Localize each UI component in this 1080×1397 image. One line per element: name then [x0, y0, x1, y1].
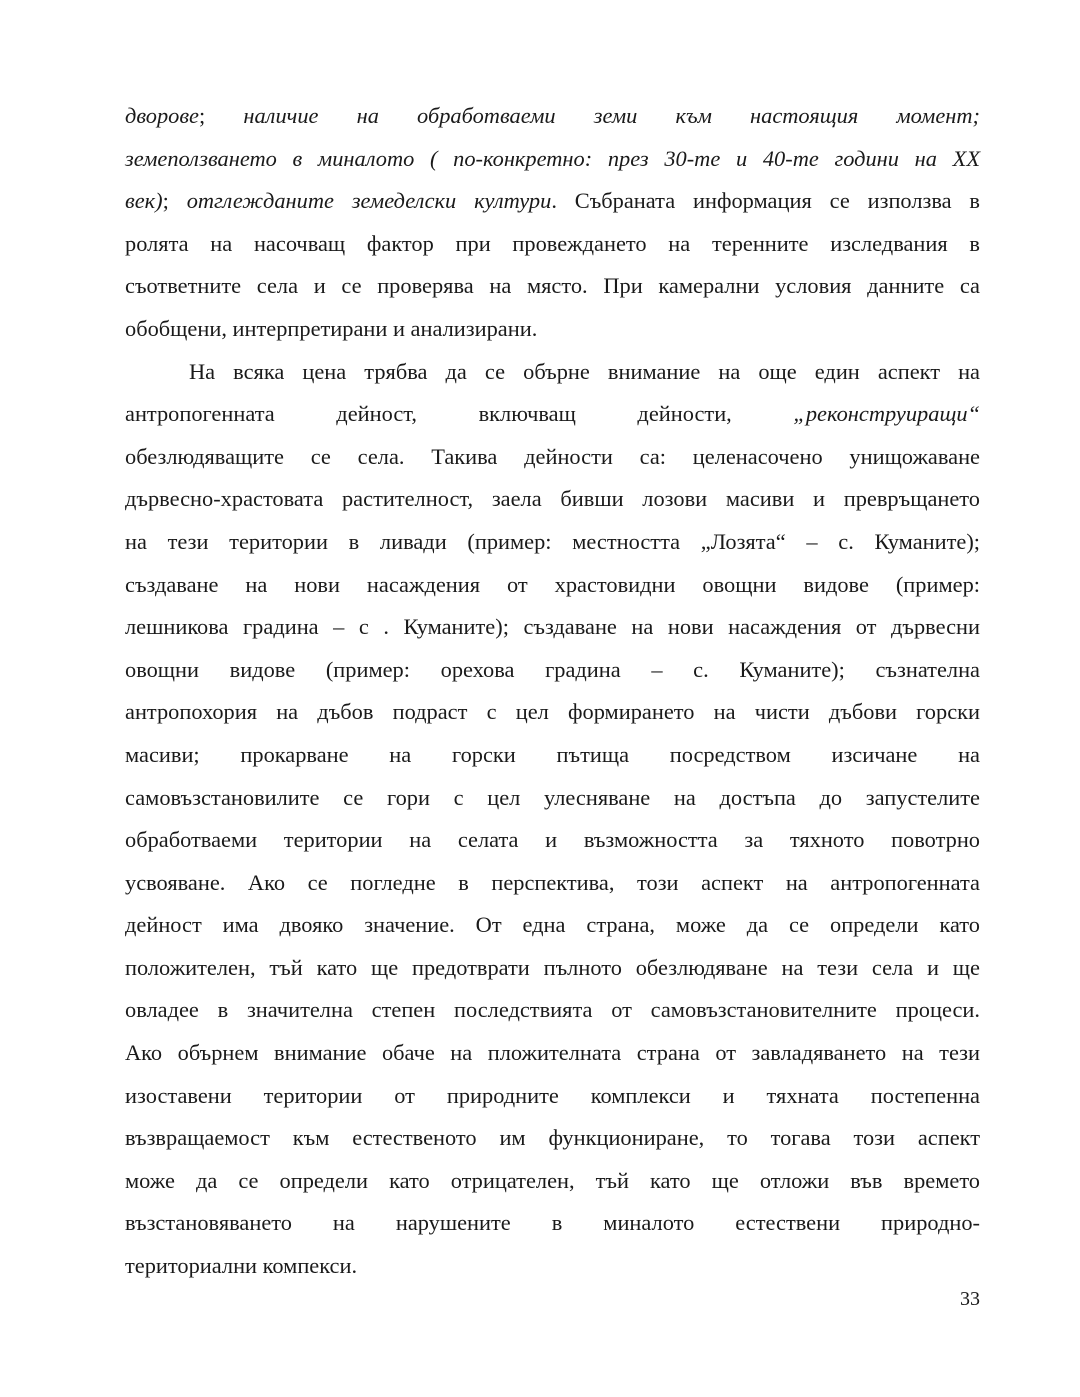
text-line — [125, 904, 980, 947]
text-line — [125, 1117, 980, 1160]
text-segment: самовъзстановилите се гори с цел улесняване на достъпа до запустелите — [125, 784, 980, 810]
text-line — [125, 862, 980, 905]
text-segment: обработваеми територии на селата и възможността за тяхното повотрно — [125, 827, 980, 853]
text-line — [125, 1202, 980, 1245]
text-segment: възстановяването на нарушените в миналото естествени природно- — [125, 1210, 980, 1236]
text-segment: антропохория на дъбов подраст с цел формирането на чисти дъбови горски — [125, 699, 980, 725]
text-line — [125, 734, 980, 777]
text-line — [125, 777, 980, 820]
text-segment: овладее в значителна степен последствията от самовъзстановителните процеси. — [125, 997, 980, 1023]
text-segment: дейност има двояко значение. От една страна, може да се определи като — [125, 912, 980, 938]
text-segment: дървесно-храстовата растителност, заела бивши лозови масиви и превръщането — [125, 486, 980, 512]
text-line — [125, 1075, 980, 1118]
text-segment: масиви; прокарване на горски пътища посредством изсичане на — [125, 741, 980, 767]
text-line — [125, 1245, 980, 1288]
text-segment: овощни видове (пример: орехова градина – с. Куманите); съзнателна — [125, 656, 980, 682]
text-segment: ролята на насочващ фактор при провеждането на теренните изследвания в — [125, 230, 980, 256]
italic-text-segment: земеползването в миналото ( по-конкретно: през 30-те и 40-те години на ХХ — [125, 145, 980, 171]
text-line — [125, 606, 980, 649]
text-segment: усвояване. Ако се погледне в перспектива, този аспект на антропогенната — [125, 869, 980, 895]
text-segment: може да се определи като отрицателен, тъй като ще отложи във времето — [125, 1167, 980, 1193]
page-number: 33 — [960, 1288, 980, 1310]
text-line — [125, 564, 980, 607]
text-line — [125, 1032, 980, 1075]
text-line — [125, 393, 980, 436]
text-segment: създаване на нови насаждения от храстовидни овощни видове (пример: — [125, 571, 980, 597]
text-segment: териториални компекси. — [125, 1253, 358, 1279]
text-line — [125, 989, 980, 1032]
italic-text-segment: отглежданите земеделски култури — [186, 188, 552, 214]
text-segment: положителен, тъй като ще предотврати пълното обезлюдяване на тези села и ще — [125, 954, 980, 980]
italic-text-segment: „реконструиращи“ — [793, 401, 980, 427]
text-segment: на тези територии в ливади (пример: местността „Лозята“ – с. Куманите); — [125, 528, 980, 554]
text-segment: Ако обърнем внимание обаче на пложителната страна от завладяването на тези — [125, 1040, 980, 1066]
text-segment: възвращаемост към естественото им функциониране, то тогава този аспект — [125, 1125, 980, 1151]
italic-text-segment: век) — [125, 188, 163, 214]
text-segment: ; — [162, 188, 187, 214]
text-segment: изоставени територии от природните комплекси и тяхната постепенна — [125, 1082, 980, 1108]
text-line — [125, 95, 980, 138]
text-segment: ; — [199, 103, 244, 128]
text-line — [125, 691, 980, 734]
text-line — [125, 223, 980, 266]
text-segment: съответните села и се проверява на място. При камерални условия данните са — [125, 273, 980, 299]
text-segment: лешникова градина – с . Куманите); създаване на нови насаждения от дървесни — [125, 614, 980, 640]
text-line — [125, 180, 980, 223]
text-segment: обезлюдяващите се села. Такива дейности са: целенасочено унищожаване — [125, 443, 980, 469]
italic-text-segment: дворове — [125, 103, 199, 128]
text-segment: антропогенната дейност, включващ дейности, — [125, 401, 794, 427]
text-segment: . Събраната информация се използва в — [551, 188, 980, 214]
text-line — [125, 308, 980, 351]
text-line — [125, 947, 980, 990]
text-line — [125, 819, 980, 862]
text-line — [125, 478, 980, 521]
text-line — [125, 138, 980, 181]
text-segment: На всяка цена трябва да се обърне внимание на още един аспект на — [189, 358, 980, 384]
text-line — [125, 649, 980, 692]
text-line — [125, 265, 980, 308]
text-line — [125, 1160, 980, 1203]
text-line — [125, 436, 980, 479]
text-line — [125, 521, 980, 564]
text-segment: обобщени, интерпретирани и анализирани. — [125, 315, 538, 341]
document-page — [125, 95, 980, 1288]
italic-text-segment: наличие на обработваеми земи към настоящия момент; — [243, 103, 980, 128]
text-line — [125, 351, 980, 394]
